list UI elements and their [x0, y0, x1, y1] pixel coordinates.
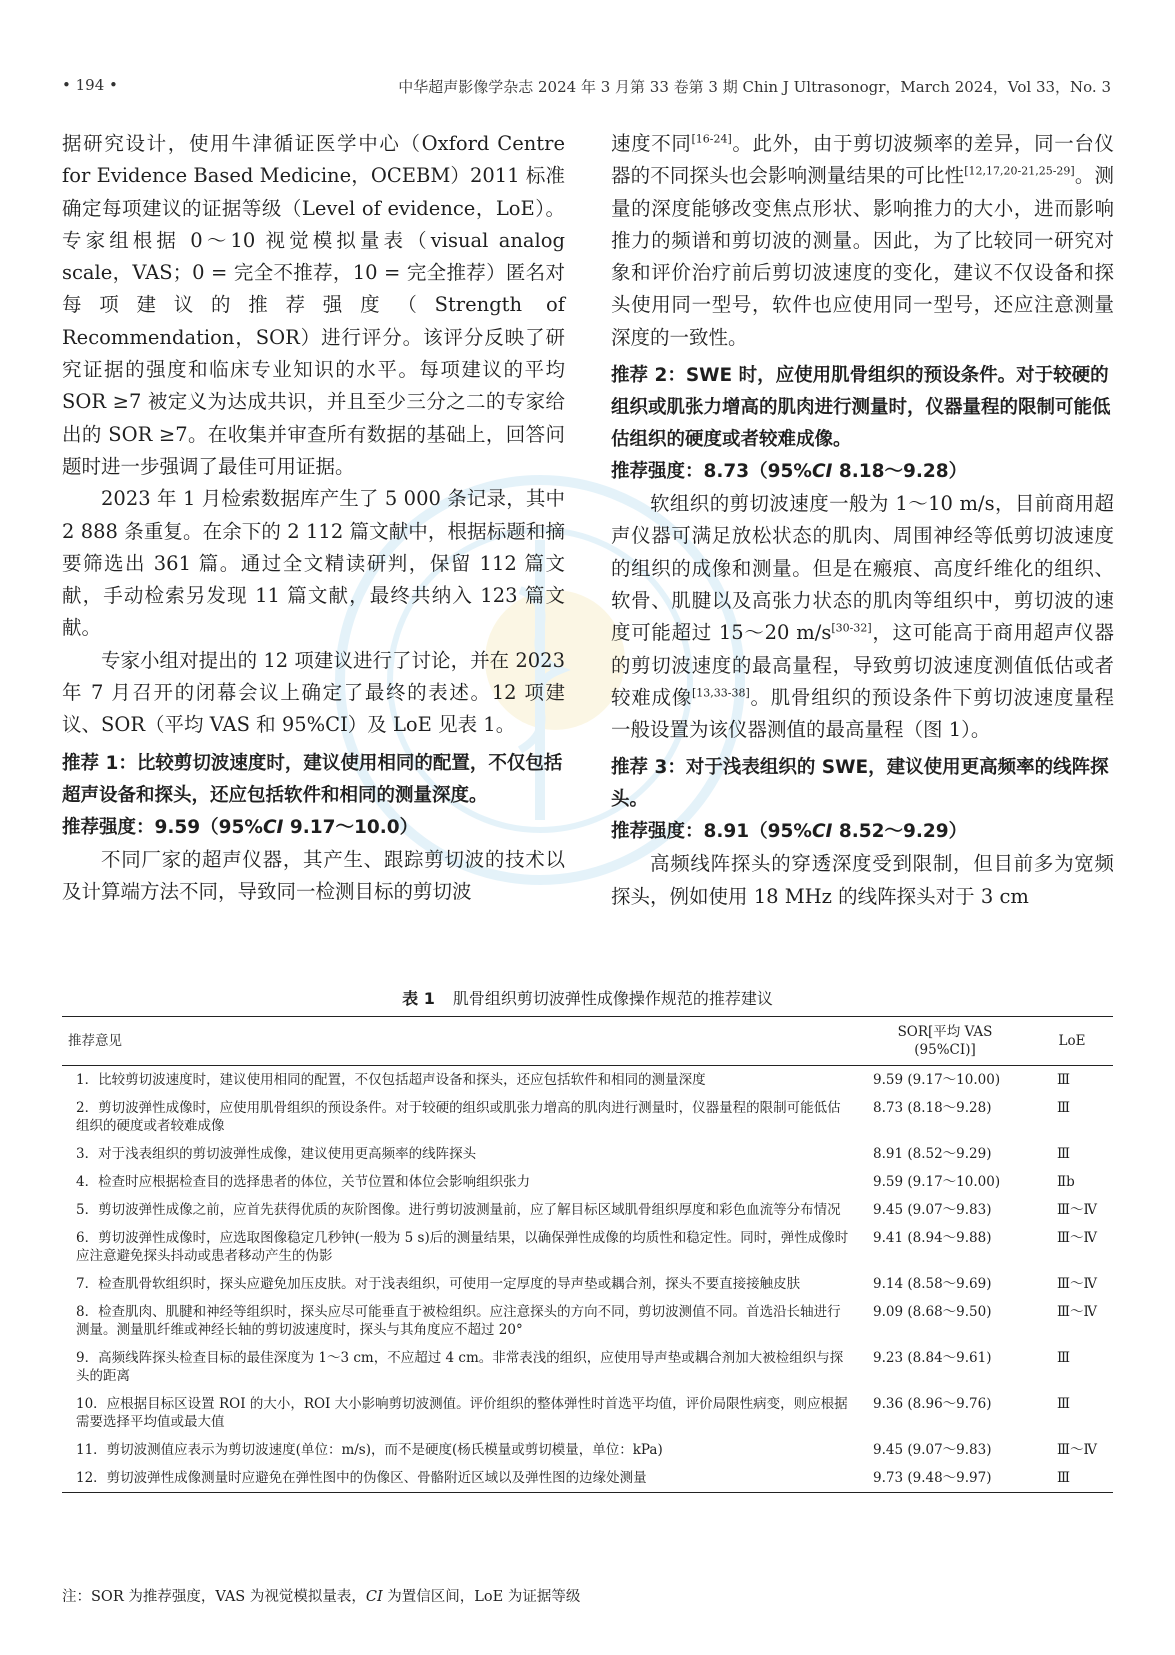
right-column — [611, 128, 1114, 913]
table-row — [62, 1224, 1113, 1270]
loe-value: Ⅲ～Ⅳ — [1057, 1442, 1098, 1458]
recommendation-table — [62, 1016, 1113, 1493]
recommendation-text: 4．检查时应根据检查目的选择患者的体位，关节位置和体位会影响组织张力 — [76, 1174, 531, 1190]
page-number: • 194 • — [62, 76, 118, 94]
recommendation-text: 5．剪切波弹性成像之前，应首先获得优质的灰阶图像。进行剪切波测量前，应了解目标区域肌骨组织厚度和彩色血流等分布情况 — [76, 1202, 841, 1218]
table-row — [62, 1094, 1113, 1140]
recommendation-1: 推荐 1：比较剪切波速度时，建议使用相同的配置，不仅包括超声设备和探头，还应包括软件和相同的测量深度。 — [62, 752, 563, 806]
sor-value: 9.14 (8.58～9.69) — [873, 1276, 992, 1292]
recommendation-text: 9．高频线阵探头检查目标的最佳深度为 1～3 cm，不应超过 4 cm。非常表浅的组织，应使用导声垫或耦合剂加大被检组织与探头的距离 — [76, 1350, 844, 1384]
citation: [30-32] — [831, 621, 872, 635]
sor-value: 9.59 (9.17～10.00) — [873, 1072, 1001, 1088]
table-row — [62, 1436, 1113, 1464]
loe-value: Ⅲ～Ⅳ — [1057, 1304, 1098, 1320]
column-header-loe: LoE — [1058, 1033, 1086, 1049]
loe-value: Ⅲ — [1057, 1072, 1071, 1088]
recommendation-text: 8．检查肌肉、肌腱和神经等组织时，探头应尽可能垂直于被检组织。应注意探头的方向不同，剪切波测值不同。首选沿长轴进行测量。测量肌纤维或神经长轴的剪切波速度时，探头与其角度应不超过 20° — [76, 1304, 841, 1338]
recommendation-text: 7．检查肌骨软组织时，探头应避免加压皮肤。对于浅表组织，可使用一定厚度的导声垫或耦合剂，探头不要直接接触皮肤 — [76, 1276, 801, 1292]
sor-value: 8.73 (8.18～9.28) — [873, 1100, 992, 1116]
loe-value: Ⅲ～Ⅳ — [1057, 1230, 1098, 1246]
paragraph: 软组织的剪切波速度一般为 1～10 m/s，目前商用超声仪器可满足放松状态的肌肉、周围神经等低剪切波速度的组织的成像和测量。但是在瘢痕、高度纤维化的组织、软骨、肌腱以及高张力状态的肌肉等组织中，剪切波的速度可能超过 15～20 m/s[30-32]，这可能高于商用超声仪器的剪切波速度的最高量程，导致剪切波速度测值低估或者较难成像[13,33-38]。肌骨组织的预设条件下剪切波速度量程一般设置为该仪器测值的最高量程（图 1）。 — [611, 492, 1114, 742]
paragraph: 专家小组对提出的 12 项建议进行了讨论，并在 2023 年 7 月召开的闭幕会议上确定了最终的表述。12 项建议、SOR（平均 VAS 和 95%CI）及 LoE 见表 1。 — [62, 648, 565, 737]
recommendation-text: 12．剪切波弹性成像测量时应避免在弹性图中的伪像区、骨骼附近区域以及弹性图的边缘处测量 — [76, 1470, 647, 1486]
paragraph: 速度不同[16-24]。此外，由于剪切波频率的差异，同一台仪器的不同探头也会影响测量结果的可比性[12,17,20-21,25-29]。测量的深度能够改变焦点形状、影响推力的大小，进而影响推力的频谱和剪切波的测量。因此，为了比较同一研究对象和评价治疗前后剪切波速度的变化，建议不仅设备和探头使用同一型号，软件也应使用同一型号，还应注意测量深度的一致性。 — [611, 132, 1114, 349]
sor-value: 9.45 (9.07～9.83) — [873, 1442, 992, 1458]
loe-value: Ⅲ～Ⅳ — [1057, 1276, 1098, 1292]
table-title: 肌骨组织剪切波弹性成像操作规范的推荐建议 — [452, 989, 773, 1008]
recommendation-text: 10．应根据目标区设置 ROI 的大小，ROI 大小影响剪切波测值。评价组织的整体弹性时首选平均值，评价局限性病变，则应根据需要选择平均值或最大值 — [76, 1396, 848, 1430]
recommendation-2: 推荐 2：SWE 时，应使用肌骨组织的预设条件。对于较硬的组织或肌张力增高的肌肉进行测量时，仪器量程的限制可能低估组织的硬度或者较难成像。 — [611, 365, 1111, 451]
table-row — [62, 1196, 1113, 1224]
column-header-opinion: 推荐意见 — [68, 1033, 122, 1049]
paragraph: 不同厂家的超声仪器，其产生、跟踪剪切波的技术以及计算端方法不同，导致同一检测目标的剪切波 — [62, 847, 565, 903]
table-row — [62, 1168, 1113, 1196]
paragraph: 据研究设计，使用牛津循证医学中心（Oxford Centre for Evidence Based Medicine，OCEBM）2011 标准确定每项建议的证据等级（Level of evidence，LoE）。专家组根据 0～10 视觉模拟量表（visual analog scale，VAS；0 = 完全不推荐，10 = 完全推荐）匿名对每项建议的推荐强度（Strength of Recommendation，SOR）进行评分。该评分反映了研究证据的强度和临床专业知识的水平。每项建议的平均 SOR ≥7 被定义为达成共识，并且至少三分之二的专家给出的 SOR ≥7。在收集并审查所有数据的基础上，回答问题时进一步强调了最佳可用证据。 — [62, 132, 565, 478]
table-header-row — [62, 1017, 1113, 1066]
sor-value: 9.45 (9.07～9.83) — [873, 1202, 992, 1218]
journal-citation: 中华超声影像学杂志 2024 年 3 月第 33 卷第 3 期 Chin J Ultrasonogr，March 2024，Vol 33，No. 3 — [398, 78, 1111, 96]
citation: [13,33-38] — [691, 686, 750, 700]
recommendation-text: 1．比较剪切波速度时，建议使用相同的配置，不仅包括超声设备和探头，还应包括软件和相同的测量深度 — [76, 1072, 706, 1088]
loe-value: Ⅲ — [1057, 1100, 1071, 1116]
table-row — [62, 1270, 1113, 1298]
recommendation-text: 6．剪切波弹性成像时，应选取图像稳定几秒钟(一般为 5 s)后的测量结果，以确保弹性成像的均质性和稳定性。同时，弹性成像时应注意避免探头抖动或患者移动产生的伪影 — [76, 1230, 849, 1264]
loe-value: Ⅲ — [1057, 1146, 1071, 1162]
recommendation-text: 11．剪切波测值应表示为剪切波速度(单位：m/s)，而不是硬度(杨氏模量或剪切模量，单位：kPa) — [76, 1442, 663, 1458]
sor-value: 9.59 (9.17～10.00) — [873, 1174, 1001, 1190]
column-header-sor: SOR[平均 VAS (95%CI)] — [897, 1024, 993, 1058]
table-note: 注：SOR 为推荐强度，VAS 为视觉模拟量表，CI 为置信区间，LoE 为证据等级 — [62, 1589, 581, 1605]
table-row — [62, 1140, 1113, 1168]
table-number: 表 1 — [402, 989, 435, 1008]
recommendation-text: 2．剪切波弹性成像时，应使用肌骨组织的预设条件。对于较硬的组织或肌张力增高的肌肉进行测量时，仪器量程的限制可能低估组织的硬度或者较难成像 — [76, 1100, 841, 1134]
sor-value: 9.73 (9.48～9.97) — [873, 1470, 992, 1486]
loe-value: Ⅲ～Ⅳ — [1057, 1202, 1098, 1218]
left-column — [62, 128, 565, 908]
table-row — [62, 1464, 1113, 1493]
paragraph: 2023 年 1 月检索数据库产生了 5 000 条记录，其中 2 888 条重复。在余下的 2 112 篇文献中，根据标题和摘要筛选出 361 篇。通过全文精读研判，保留 112 篇文献，手动检索另发现 11 篇文献，最终共纳入 123 篇文献。 — [62, 487, 565, 640]
loe-value: Ⅲ — [1057, 1470, 1071, 1486]
table-row — [62, 1298, 1113, 1344]
table-row — [62, 1390, 1113, 1436]
table-caption — [0, 986, 1175, 1009]
paragraph: 高频线阵探头的穿透深度受到限制，但目前多为宽频探头，例如使用 18 MHz 的线阵探头对于 3 cm — [611, 852, 1114, 908]
citation: [16-24] — [691, 132, 732, 146]
loe-value: Ⅲ — [1057, 1350, 1071, 1366]
recommendation-1-strength: 推荐强度：9.59（95%CI 9.17～10.0） — [62, 816, 419, 838]
sor-value: 9.41 (8.94～9.88) — [873, 1230, 992, 1246]
recommendation-3: 推荐 3：对于浅表组织的 SWE，建议使用更高频率的线阵探头。 — [611, 757, 1109, 811]
sor-value: 9.23 (8.84～9.61) — [873, 1350, 992, 1366]
sor-value: 9.36 (8.96～9.76) — [873, 1396, 992, 1412]
sor-value: 9.09 (8.68～9.50) — [873, 1304, 992, 1320]
citation: [12,17,20-21,25-29] — [964, 164, 1075, 178]
recommendation-3-strength: 推荐强度：8.91（95%CI 8.52～9.29） — [611, 821, 968, 843]
recommendation-2-strength: 推荐强度：8.73（95%CI 8.18～9.28） — [611, 461, 968, 483]
loe-value: Ⅲ — [1057, 1396, 1071, 1412]
loe-value: Ⅱb — [1057, 1174, 1075, 1190]
running-header — [62, 76, 1111, 104]
sor-value: 8.91 (8.52～9.29) — [873, 1146, 992, 1162]
table-row — [62, 1344, 1113, 1390]
recommendation-text: 3．对于浅表组织的剪切波弹性成像，建议使用更高频率的线阵探头 — [76, 1146, 477, 1162]
table-row — [62, 1066, 1113, 1095]
